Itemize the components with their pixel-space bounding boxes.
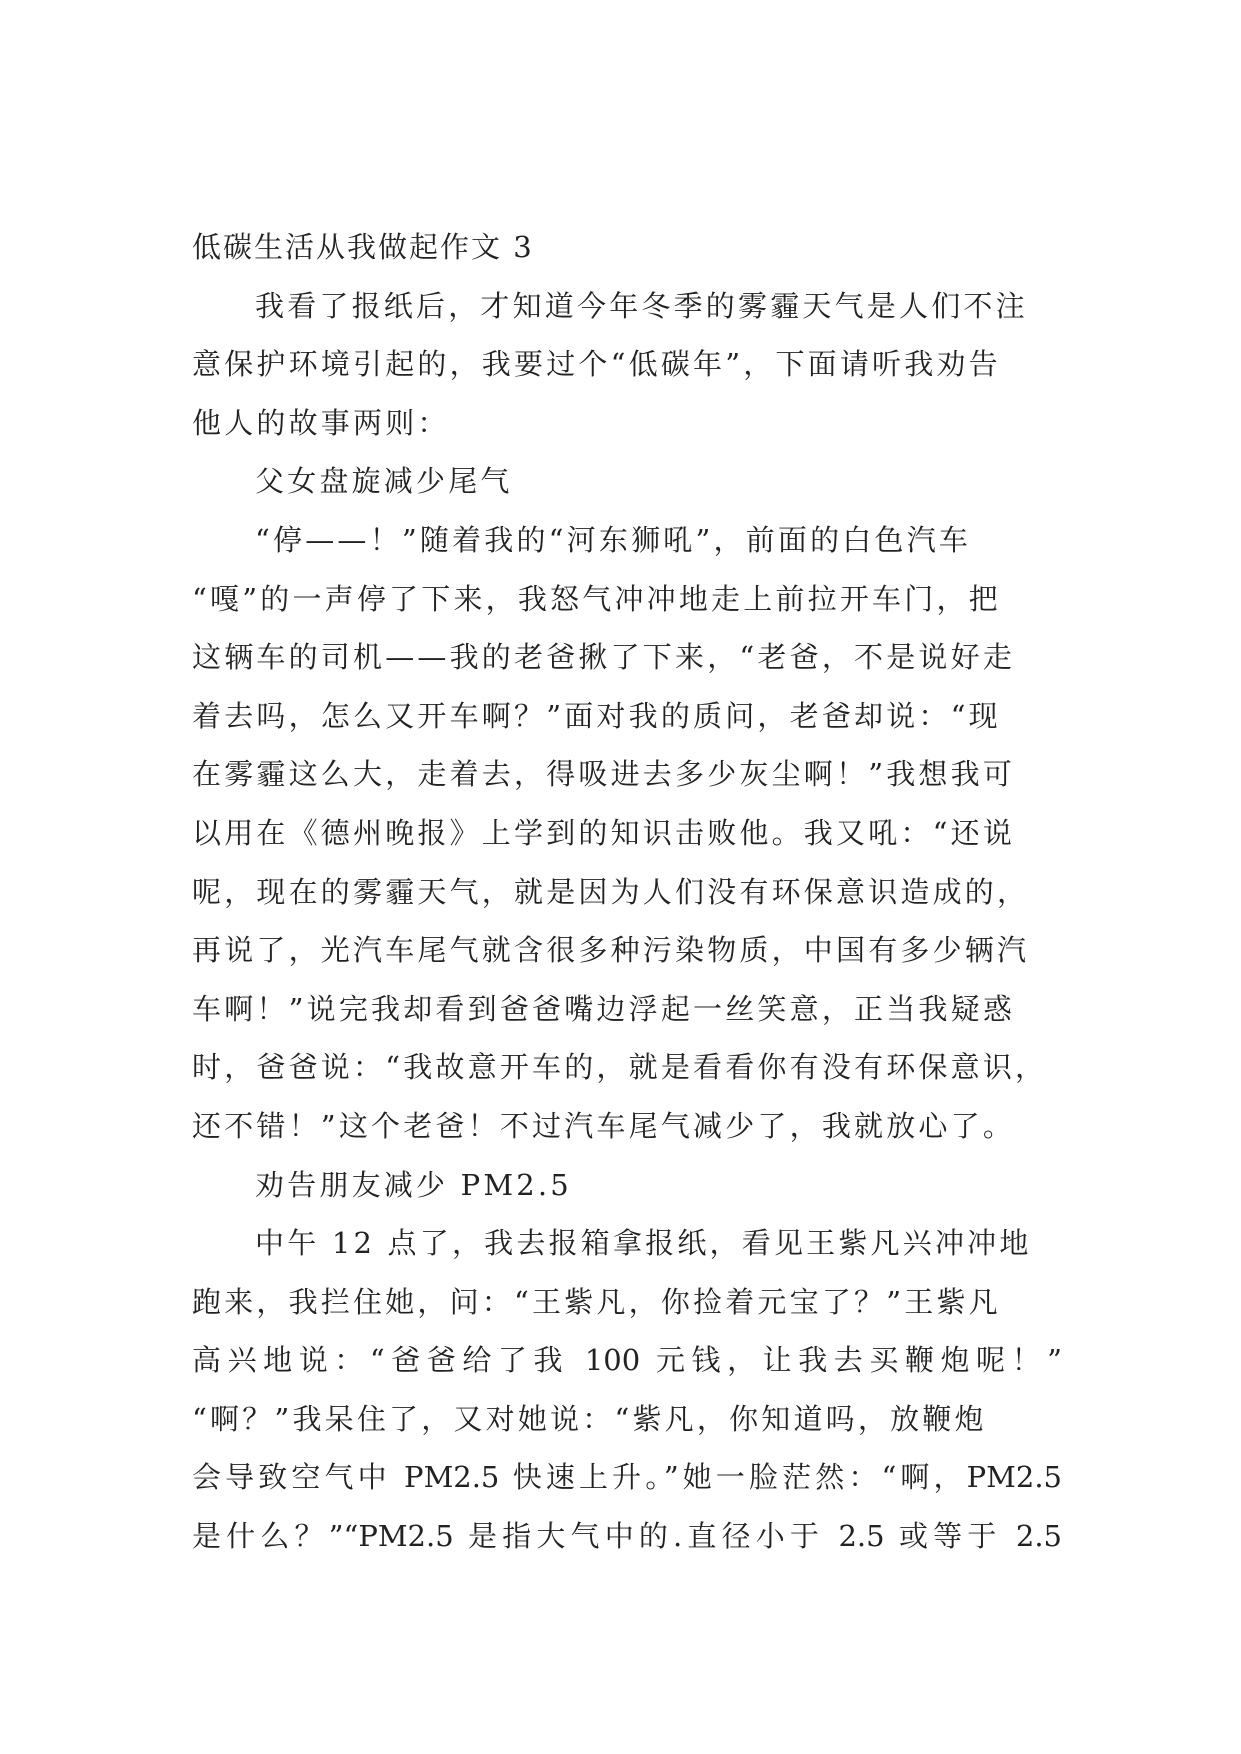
paragraph-line: “停——！”随着我的“河东狮吼”，前面的白色汽车 — [255, 522, 972, 557]
paragraph-line: 意保护环境引起的，我要过个“低碳年”，下面请听我劝告 — [192, 347, 1001, 382]
paragraph-line: 中午 12 点了，我去报箱拿报纸，看见王紫凡兴冲冲地 — [255, 1226, 1032, 1261]
paragraph-line: “啊？”我呆住了，又对她说：“紫凡，你知道吗，放鞭炮 — [192, 1401, 987, 1436]
document-page — [192, 218, 1062, 1566]
paragraph-line: 我看了报纸后，才知道今年冬季的雾霾天气是人们不注 — [255, 288, 1028, 323]
paragraph-line: “嘎”的一声停了下来，我怒气冲冲地走上前拉开车门，把 — [192, 581, 1001, 616]
section-heading: 父女盘旋减少尾气 — [255, 464, 513, 499]
paragraph-line: 时，爸爸说：“我故意开车的，就是看看你有没有环保意识， — [192, 1050, 1048, 1085]
paragraph-line: 再说了，光汽车尾气就含很多种污染物质，中国有多少辆汽 — [192, 933, 1030, 968]
paragraph-line: 在雾霾这么大，走着去，得吸进去多少灰尘啊！”我想我可 — [192, 757, 1016, 792]
paragraph-line: 车啊！”说完我却看到爸爸嘴边浮起一丝笑意，正当我疑惑 — [192, 991, 1016, 1026]
paragraph-line: 以用在《德州晚报》上学到的知识击败他。我又吼：“还说 — [192, 815, 1016, 850]
paragraph-line: 着去吗，怎么又开车啊？”面对我的质问，老爸却说：“现 — [192, 698, 1001, 733]
paragraph-line: 还不错！”这个老爸！不过汽车尾气减少了，我就放心了。 — [192, 1108, 1016, 1143]
document-title: 低碳生活从我做起作文 3 — [192, 230, 534, 264]
paragraph-line: 跑来，我拦住她，问：“王紫凡，你捡着元宝了？”王紫凡 — [192, 1284, 1001, 1319]
paragraph-line: 这辆车的司机——我的老爸揪了下来，“老爸，不是说好走 — [192, 640, 1016, 675]
paragraph-line: 呢，现在的雾霾天气，就是因为人们没有环保意识造成的， — [192, 874, 1030, 909]
paragraph-line: 高兴地说：“爸爸给了我 100 元钱，让我去买鞭炮呢！” — [192, 1343, 1062, 1378]
paragraph-line: 是什么？”“PM2.5 是指大气中的.直径小于 2.5 或等于 2.5 — [192, 1519, 1062, 1554]
paragraph-line: 他人的故事两则： — [192, 405, 450, 440]
section-heading: 劝告朋友减少 PM2.5 — [255, 1167, 572, 1202]
paragraph-line: 会导致空气中 PM2.5 快速上升。”她一脸茫然：“啊，PM2.5 — [192, 1460, 1062, 1495]
